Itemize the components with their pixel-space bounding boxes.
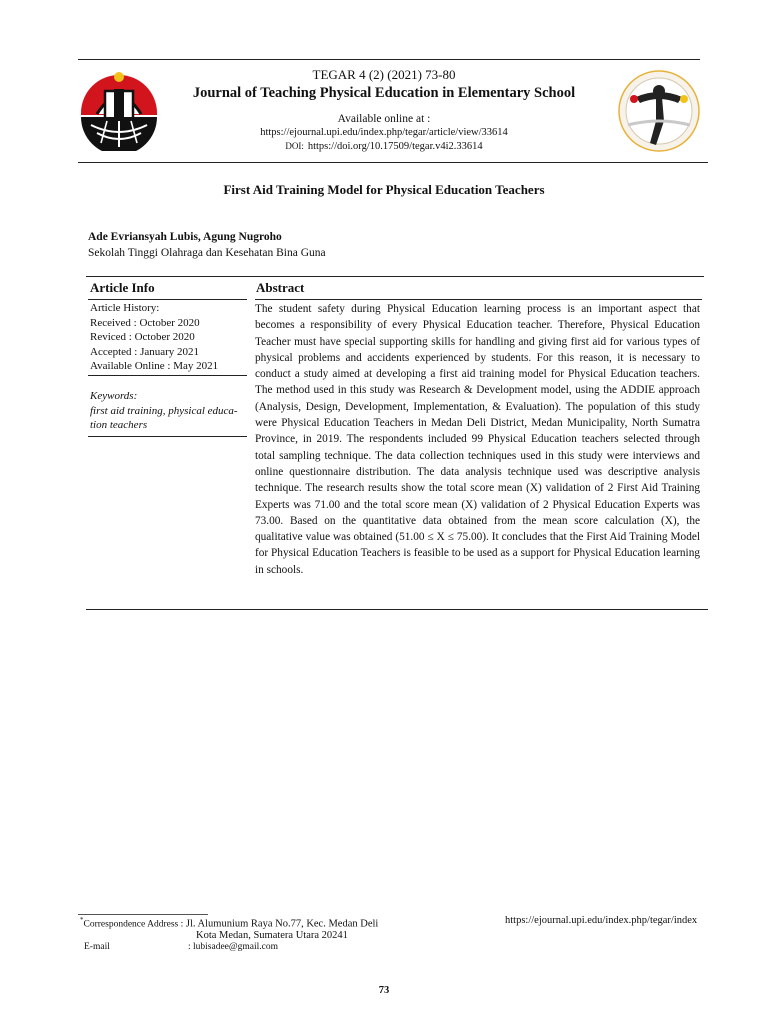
email-value[interactable]: : lubisadee@gmail.com [188,942,279,952]
correspondence-address-line-1: Jl. Alumunium Raya No.77, Kec. Medan Deli [185,918,379,930]
journal-name: Journal of Teaching Physical Education in Elementary School [192,85,576,101]
footnote-asterisk: * [80,916,84,924]
abstract-heading: Abstract [256,280,305,295]
received-date: Received : October 2020 [90,316,200,329]
info-keywords-rule [88,436,247,437]
table-bottom-rule [86,609,708,610]
article-authors: Ade Evriansyah Lubis, Agung Nugroho [88,231,282,243]
reviced-date: Reviced : October 2020 [90,331,195,343]
abstract-heading-rule [255,299,702,300]
article-affiliation: Sekolah Tinggi Olahraga dan Kesehatan Bina Guna [88,247,326,259]
journal-issue: TEGAR 4 (2) (2021) 73-80 [312,67,456,82]
available-online-label: Available online at : [337,113,431,125]
abstract-text: The student safety during Physical Education learning process is an important aspect that becomes a responsibility of every Physical Education teacher. Therefore, Physical Education Teacher must have special supporting skills for handling and giving first aid for various types of physical problems and accidents experienced by students. For this reason, it is necessary to conduct a study aimed at developing a first aid training model for Physical Education teachers. The method used in this study was Research & Development model, using the ADDIE approach (Analysis, Design, Development, Implementation, & Evaluation). The population of this study were Physical Education Teachers in Medan Deli District, Medan Municipality, North Sumatra Province, in 2019. The respondents included 99 Physical Education teachers selected through total sampling technique. The data collection techniques used in this study were interviews and online questionnaire distribution. The data analysis technique used was descriptive analysis technique. The research results show the total score mean (X) validation of 2 First Aid Training Experts was 71.00 and the total score mean (X) validation of 2 Physical Education Experts was 73.00. Based on the quantitative data obtained from the mean score calculation (X), the qualitative value was obtained (51.00 ≤ X ≤ 75.00). It concludes that the First Aid Training Model for Physical Education Teachers is feasible to be used as a support for Physical Education learning in schools. [255,303,700,576]
correspondence-label: Correspondence Address : [83,919,184,930]
doi-label: DOI: [285,141,304,151]
keywords-label: Keywords: [90,390,138,402]
keywords-line-2: tion teachers [90,419,148,431]
footnote-rule [78,914,208,915]
page-number: 73 [378,985,390,996]
history-label: Article History: [90,302,160,314]
online-date: Available Online : May 2021 [90,360,219,372]
info-history-rule [88,375,247,376]
doi-line [0,141,768,152]
article-title: First Aid Training Model for Physical Education Teachers [223,182,545,197]
article-info-heading: Article Info [90,280,155,295]
header-top-rule [78,59,700,60]
article-history [90,301,218,374]
correspondence-block [80,916,378,930]
keywords-line-1: first aid training, physical educa- [90,404,238,417]
keywords-block [90,389,238,433]
journal-index-link[interactable]: https://ejournal.upi.edu/index.php/tegar/index [505,915,698,926]
table-top-rule [86,276,704,277]
correspondence-address-line-2: Kota Medan, Sumatera Utara 20241 [196,930,348,941]
header-bottom-rule [78,162,708,163]
info-heading-rule [88,299,247,300]
doi-link[interactable]: https://doi.org/10.17509/tegar.v4i2.33614 [307,141,483,152]
accepted-date: Accepted : January 2021 [90,345,200,358]
article-url-link[interactable]: https://ejournal.upi.edu/index.php/tegar/article/view/33614 [260,127,508,138]
email-label: E-mail [84,942,110,952]
